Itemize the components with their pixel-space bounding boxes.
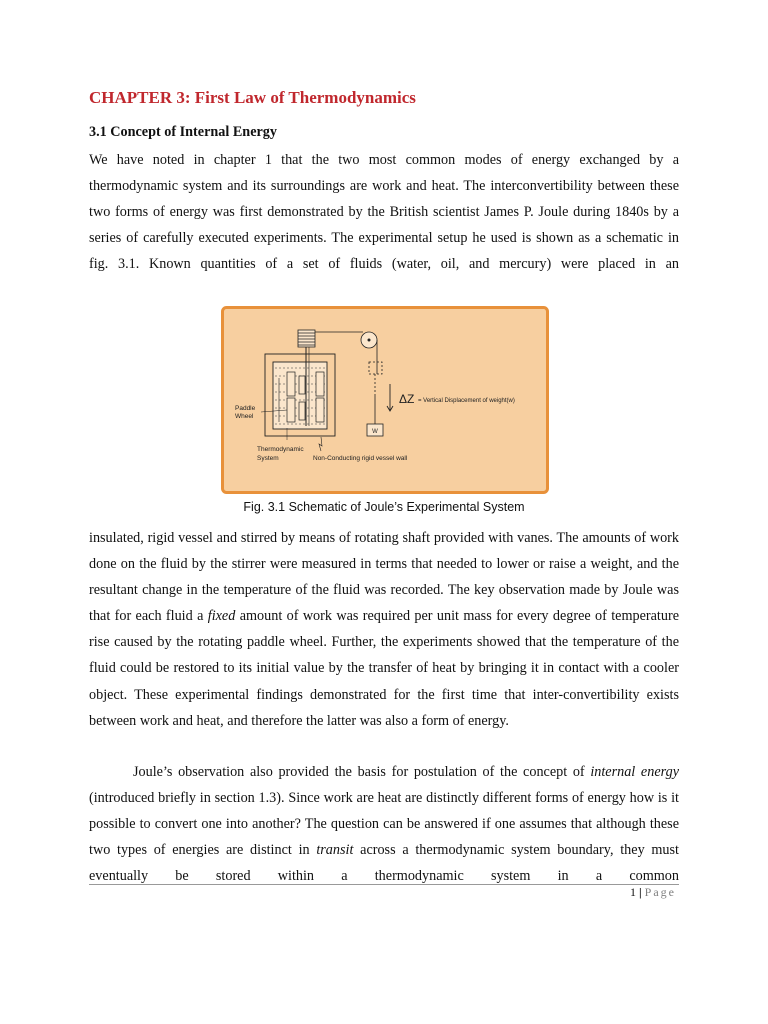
paddle-wheel-label-line-2: Wheel bbox=[235, 413, 254, 420]
page-number: 1 bbox=[630, 885, 637, 899]
section-title: 3.1 Concept of Internal Energy bbox=[89, 124, 277, 140]
page-footer bbox=[630, 885, 676, 900]
fixed-emphasis: fixed bbox=[207, 608, 236, 625]
joule-apparatus-figure bbox=[221, 306, 549, 494]
paragraph-2-part-1: insulated, rigid vessel and stirred by means of rotating shaft provided with vanes. The amounts of work done on the fluid by the stirrer were measured in terms that needed to lower or raise a weight, and the resultant change in the temperature of the fluid was recorded. The key observation made by Joule was that for each fluid a bbox=[89, 530, 679, 625]
paragraph-3-part-2: (introduced briefly in section 1.3). Since work are heat are distinctly different forms of energy how is it possible to convert one into another? The question can be answered if one assumes that although these two types of energies are distinct in bbox=[89, 790, 679, 859]
page-label: Page bbox=[644, 885, 676, 899]
internal-energy-emphasis: internal energy bbox=[590, 764, 679, 780]
paragraph-3 bbox=[89, 759, 679, 889]
thermodynamic-system-label-line-2: System bbox=[257, 455, 279, 462]
vessel-wall-label: Non-Conducting rigid vessel wall bbox=[313, 455, 408, 462]
figure-caption: Fig. 3.1 Schematic of Joule’s Experimental System bbox=[243, 500, 525, 514]
thermodynamic-system-label-line-1: Thermodynamic bbox=[257, 446, 304, 453]
paragraph-1: We have noted in chapter 1 that the two most common modes of energy exchanged by a thermodynamic system and its surroundings are work and heat. The interconvertibility between these two forms of energy was first demonstrated by the British scientist James P. Joule during 1840s by a series of carefully executed experiments. The experimental setup he used is shown as a schematic in fig. 3.1. Known quantities of a set of fluids (water, oil, and mercury) were placed in an bbox=[89, 152, 679, 273]
paragraph-3-part-3: across a thermodynamic system boundary, they must eventually be stored within a thermodynamic system in a common bbox=[89, 842, 679, 885]
paragraph-3-part-1: Joule’s observation also provided the basis for postulation of the concept of bbox=[133, 764, 591, 780]
chapter-title: CHAPTER 3: First Law of Thermodynamics bbox=[89, 88, 416, 107]
delta-z-label: ΔZ bbox=[399, 392, 415, 406]
page-separator: | bbox=[639, 885, 642, 899]
winding-drum bbox=[298, 330, 315, 347]
delta-z-description: = Vertical Displacement of weight(w) bbox=[418, 398, 515, 404]
footer-rule bbox=[89, 884, 679, 885]
paragraph-2-part-2: amount of work was required per unit mass for every degree of temperature rise caused by the rotating paddle wheel. Further, the experiments showed that the temperature of the fluid could be restored to its initial value by the transfer of heat by bringing it in contact with a cooler object. These experimental findings demonstrated for the first time that inter-convertibility exists between work and heat, and therefore the latter was also a form of energy. bbox=[89, 608, 679, 729]
weight-label: W bbox=[372, 429, 378, 435]
paddle-wheel-label-line-1: Paddle bbox=[235, 405, 256, 412]
transit-emphasis: transit bbox=[316, 842, 354, 859]
paragraph-2 bbox=[89, 525, 679, 734]
